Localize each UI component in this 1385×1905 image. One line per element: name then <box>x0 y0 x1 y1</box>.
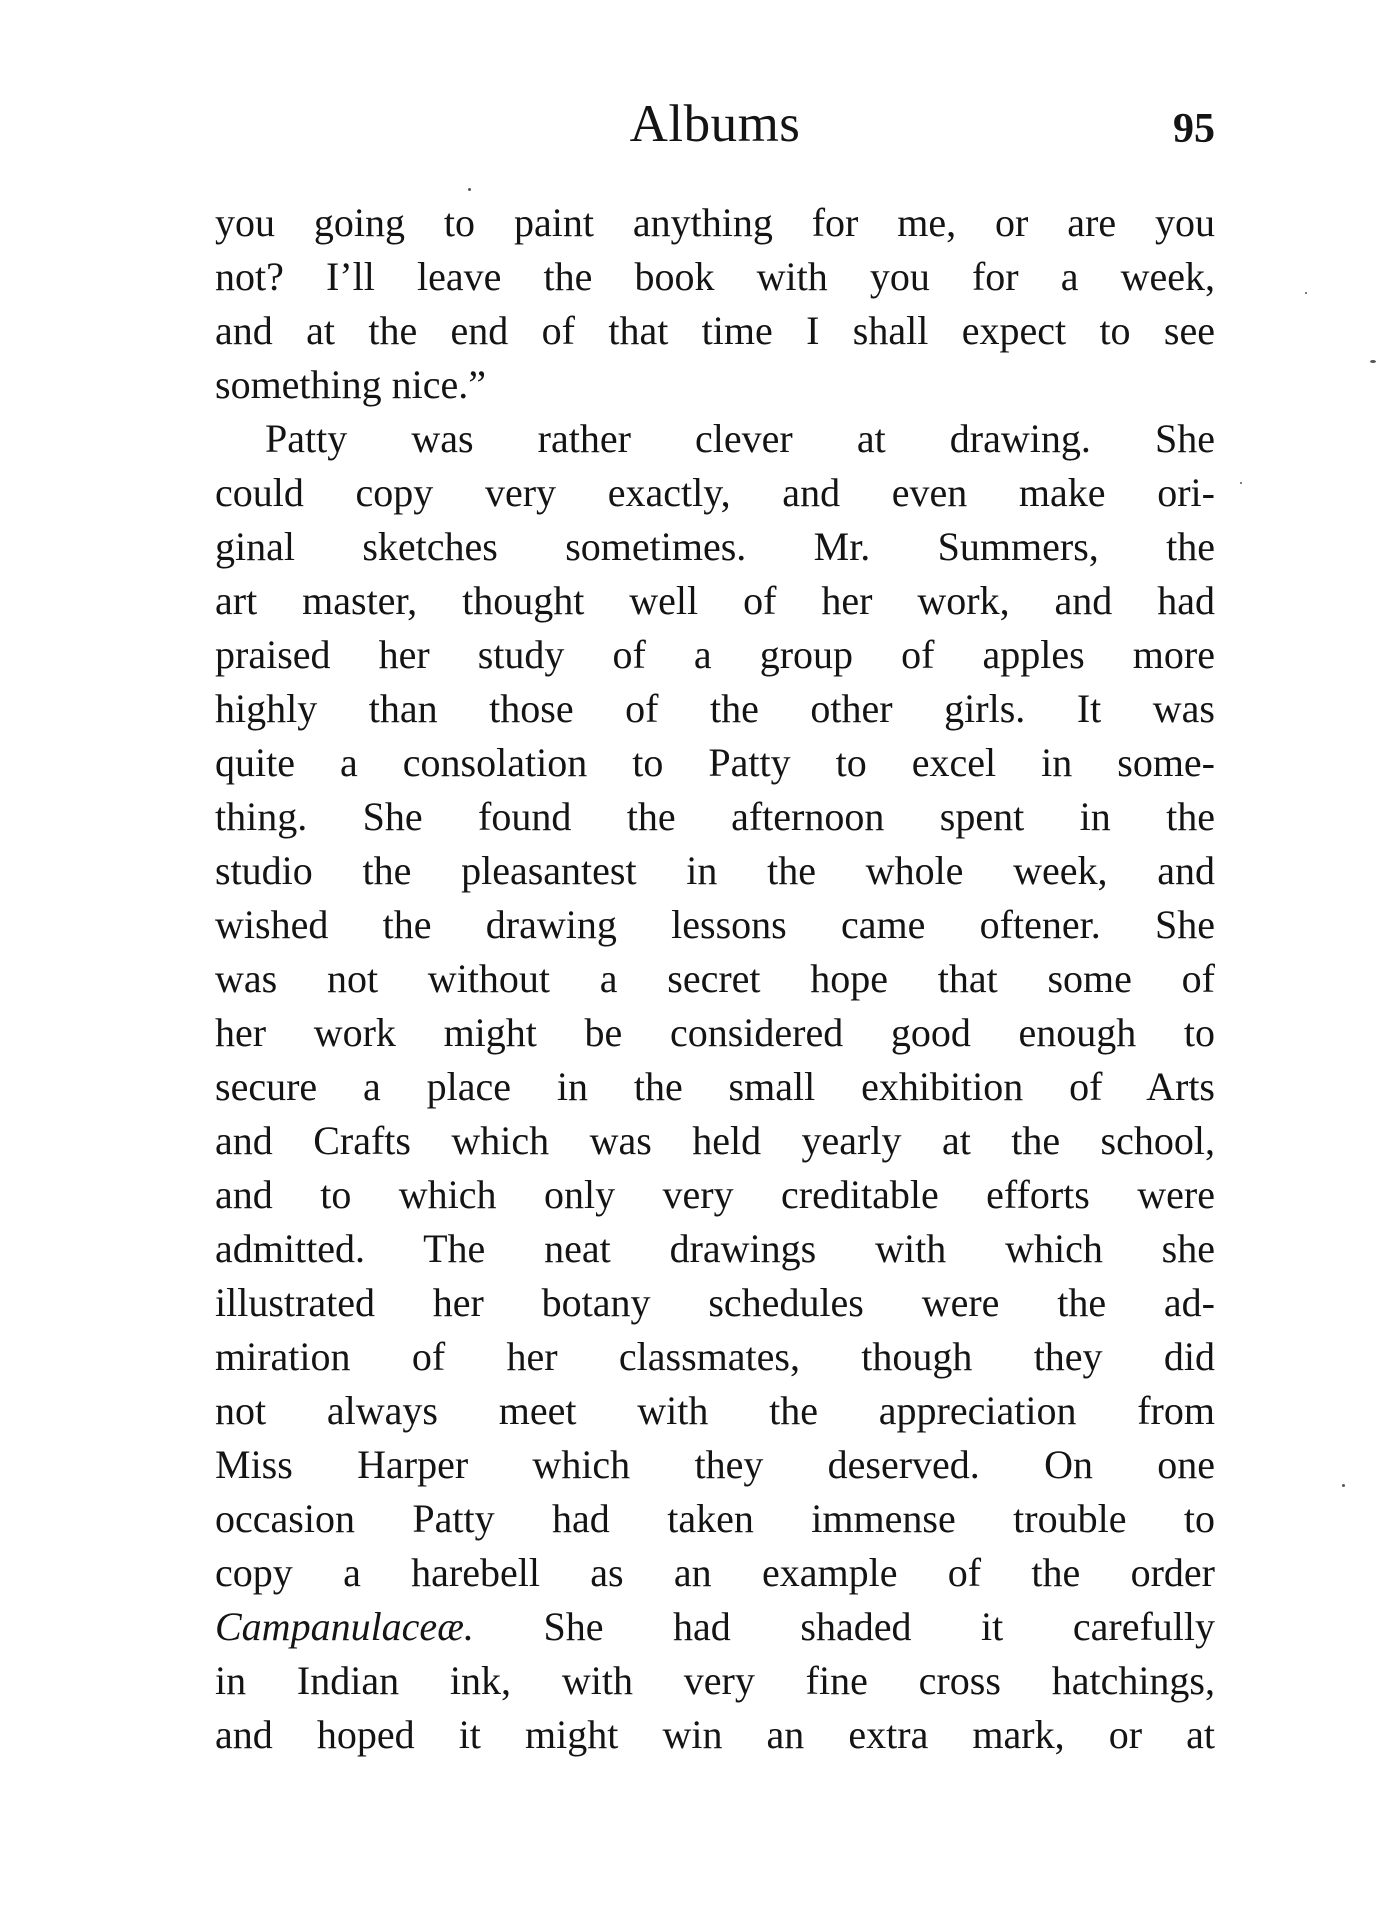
text-line-italic <box>215 1600 1215 1654</box>
page-number: 95 <box>1173 106 1215 152</box>
text-line: wished the drawing lessons came oftener. She <box>215 902 1215 947</box>
text-line: thing. She found the afternoon spent in the <box>215 794 1215 839</box>
text-line: and Crafts which was held yearly at the school, <box>215 1118 1215 1163</box>
text-line: her work might be considered good enough to <box>215 1010 1215 1055</box>
text-line: studio the pleasantest in the whole week, and <box>215 848 1215 893</box>
text-line: in Indian ink, with very fine cross hatchings, <box>215 1658 1215 1703</box>
text-line: not? I’ll leave the book with you for a week, <box>215 254 1215 299</box>
text-line: and hoped it might win an extra mark, or at <box>215 1712 1215 1757</box>
running-header <box>215 92 1215 162</box>
text-line: highly than those of the other girls. It was <box>215 686 1215 731</box>
text-line-rest: She had shaded it carefully <box>473 1604 1215 1649</box>
text-line: copy a harebell as an example of the order <box>215 1550 1215 1595</box>
text-line: art master, thought well of her work, and had <box>215 578 1215 623</box>
scan-speck <box>1305 292 1307 294</box>
text-line: something nice.” <box>215 362 487 407</box>
scan-speck <box>468 188 471 191</box>
text-line: quite a consolation to Patty to excel in some- <box>215 740 1215 785</box>
scan-speck <box>1342 1484 1345 1487</box>
text-line: illustrated her botany schedules were the ad- <box>215 1280 1215 1325</box>
text-line: secure a place in the small exhibition of Arts <box>215 1064 1215 1109</box>
text-line: miration of her classmates, though they did <box>215 1334 1215 1379</box>
text-line: Patty was rather clever at drawing. She <box>265 416 1215 461</box>
text-line: was not without a secret hope that some of <box>215 956 1215 1001</box>
scan-speck <box>1240 482 1242 484</box>
text-line: Miss Harper which they deserved. On one <box>215 1442 1215 1487</box>
text-line: and at the end of that time I shall expect to see <box>215 308 1215 353</box>
text-line: admitted. The neat drawings with which she <box>215 1226 1215 1271</box>
text-line: ginal sketches sometimes. Mr. Summers, the <box>215 524 1215 569</box>
text-line: and to which only very creditable efforts were <box>215 1172 1215 1217</box>
text-line: could copy very exactly, and even make ori- <box>215 470 1215 515</box>
text-line: not always meet with the appreciation from <box>215 1388 1215 1433</box>
running-title: Albums <box>629 95 801 153</box>
body-text <box>215 196 1215 1762</box>
text-line: occasion Patty had taken immense trouble to <box>215 1496 1215 1541</box>
italic-term: Campanulaceæ. <box>215 1604 474 1649</box>
text-line: you going to paint anything for me, or are you <box>215 200 1215 245</box>
scan-speck <box>1370 360 1376 363</box>
text-line: praised her study of a group of apples more <box>215 632 1215 677</box>
